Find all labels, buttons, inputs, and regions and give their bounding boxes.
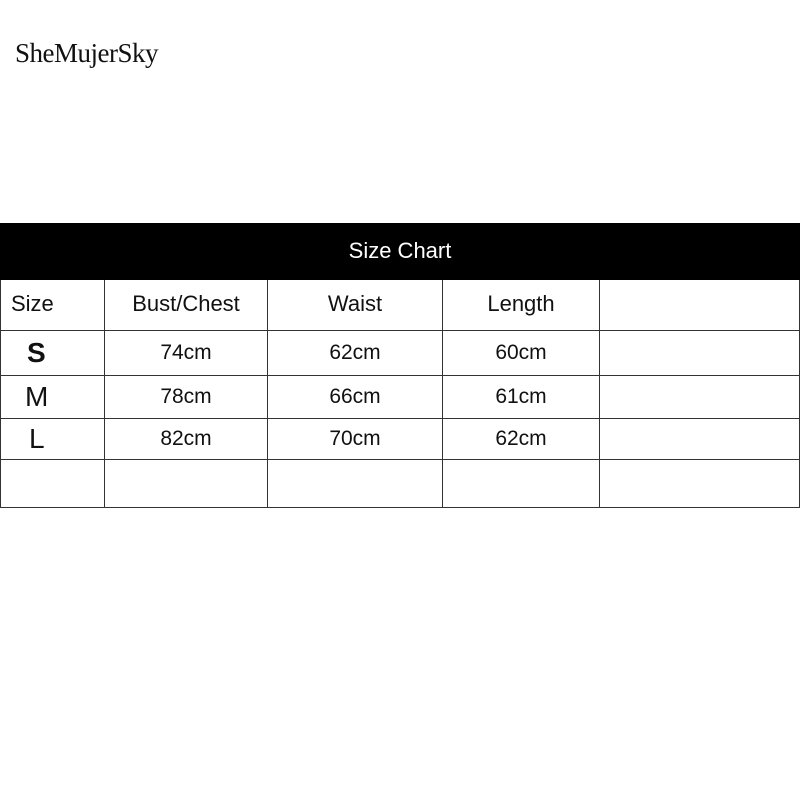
table-row <box>1 376 800 419</box>
extra-cell <box>600 376 800 419</box>
header-length: Length <box>443 280 600 331</box>
size-cell <box>1 460 105 508</box>
header-waist: Waist <box>268 280 443 331</box>
waist-cell <box>268 460 443 508</box>
waist-value: 70cm <box>329 427 381 450</box>
table-row <box>1 419 800 460</box>
length-value: 62cm <box>495 427 547 450</box>
bust-value: 74cm <box>160 341 212 364</box>
waist-cell <box>268 376 443 419</box>
size-cell <box>1 376 105 419</box>
bust-value: 78cm <box>160 385 212 408</box>
bust-cell <box>105 331 268 376</box>
length-value: 60cm <box>495 341 547 364</box>
table-row <box>1 331 800 376</box>
length-cell <box>443 376 600 419</box>
size-chart-title: Size Chart <box>348 237 452 263</box>
bust-cell <box>105 419 268 460</box>
size-chart-table <box>0 280 800 508</box>
waist-cell <box>268 419 443 460</box>
header-size: Size <box>1 280 105 331</box>
size-cell <box>1 419 105 460</box>
bust-cell <box>105 460 268 508</box>
size-label: L <box>29 423 45 454</box>
extra-cell <box>600 460 800 508</box>
waist-value: 62cm <box>329 341 381 364</box>
table-header-row <box>1 280 800 331</box>
extra-cell <box>600 419 800 460</box>
waist-value: 66cm <box>329 385 381 408</box>
table-row-empty <box>1 460 800 508</box>
header-empty <box>600 280 800 331</box>
bust-cell <box>105 376 268 419</box>
header-bust-chest: Bust/Chest <box>105 280 268 331</box>
length-value: 61cm <box>495 385 547 408</box>
length-cell <box>443 419 600 460</box>
size-label: S <box>27 337 46 368</box>
bust-value: 82cm <box>160 427 212 450</box>
waist-cell <box>268 331 443 376</box>
extra-cell <box>600 331 800 376</box>
size-label: M <box>25 381 49 412</box>
size-chart-title-bar <box>0 223 800 280</box>
brand-logo-text: SheMujerSky <box>15 38 158 68</box>
length-cell <box>443 460 600 508</box>
size-cell <box>1 331 105 376</box>
length-cell <box>443 331 600 376</box>
